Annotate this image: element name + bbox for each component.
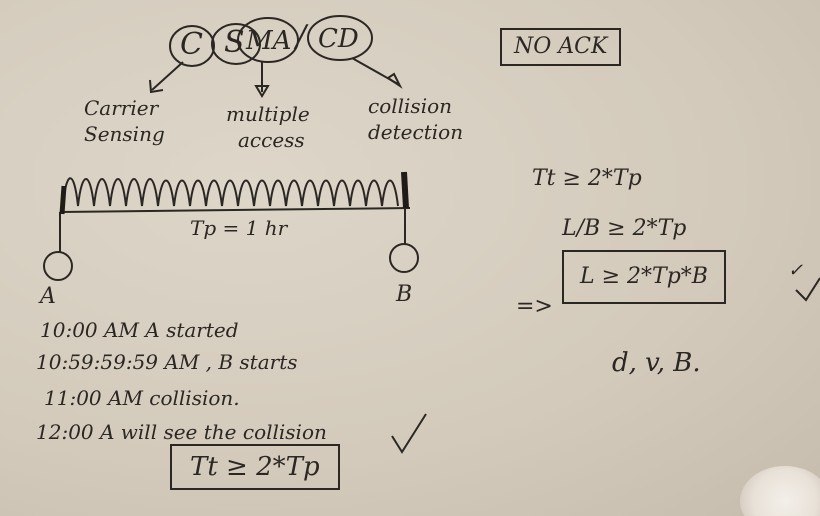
carrier-line1: Carrier (84, 96, 159, 120)
eq-line3: L ≥ 2*Tp*B (580, 264, 708, 289)
tp-label: Tp = 1 hr (190, 216, 288, 240)
csma-s: S (224, 25, 245, 60)
csma-c: C (180, 27, 203, 62)
station-b (390, 244, 418, 272)
no-ack-label: NO ACK (514, 34, 608, 59)
csma-slash: / (296, 19, 307, 54)
carrier-line2: Sensing (84, 122, 165, 146)
eq-box-right (562, 250, 726, 304)
csma-ma: MA (246, 26, 292, 56)
station-a (44, 252, 72, 280)
collision-line2: detection (368, 120, 464, 144)
signal-wave (62, 178, 398, 212)
eq-line2: L/B ≥ 2*Tp (562, 216, 687, 241)
check-mark-left (392, 414, 426, 452)
timeline-line-1: 10:00 AM A started (40, 318, 239, 342)
check-glyph: ✓ (788, 260, 804, 281)
arrowhead-collision (388, 74, 400, 86)
node-b-label: B (396, 282, 413, 307)
csma-cd: CD (318, 24, 359, 54)
bus-line (60, 208, 410, 212)
timeline-line-2: 10:59:59:59 AM , B starts (36, 350, 298, 374)
arrow-carrier (152, 62, 183, 90)
eq-line4: d, v, B. (612, 348, 701, 378)
multiple-line2: access (238, 128, 305, 152)
tt-formula-box-left (170, 444, 340, 490)
collision-line1: collision (368, 94, 453, 118)
tt-formula-left: Tt ≥ 2*Tp (190, 452, 320, 482)
multiple-line1: multiple (226, 102, 310, 126)
timeline-line-4: 12:00 A will see the collision (36, 420, 327, 444)
no-ack-box (500, 28, 621, 66)
timeline-line-3: 11:00 AM collision. (44, 386, 240, 410)
eq-line1: Tt ≥ 2*Tp (532, 166, 642, 191)
collision-mark-b (404, 172, 406, 208)
collision-mark-a (62, 186, 64, 214)
eq-arrow: => (516, 294, 553, 319)
check-mark-right (796, 278, 820, 300)
node-a-label: A (40, 284, 56, 309)
